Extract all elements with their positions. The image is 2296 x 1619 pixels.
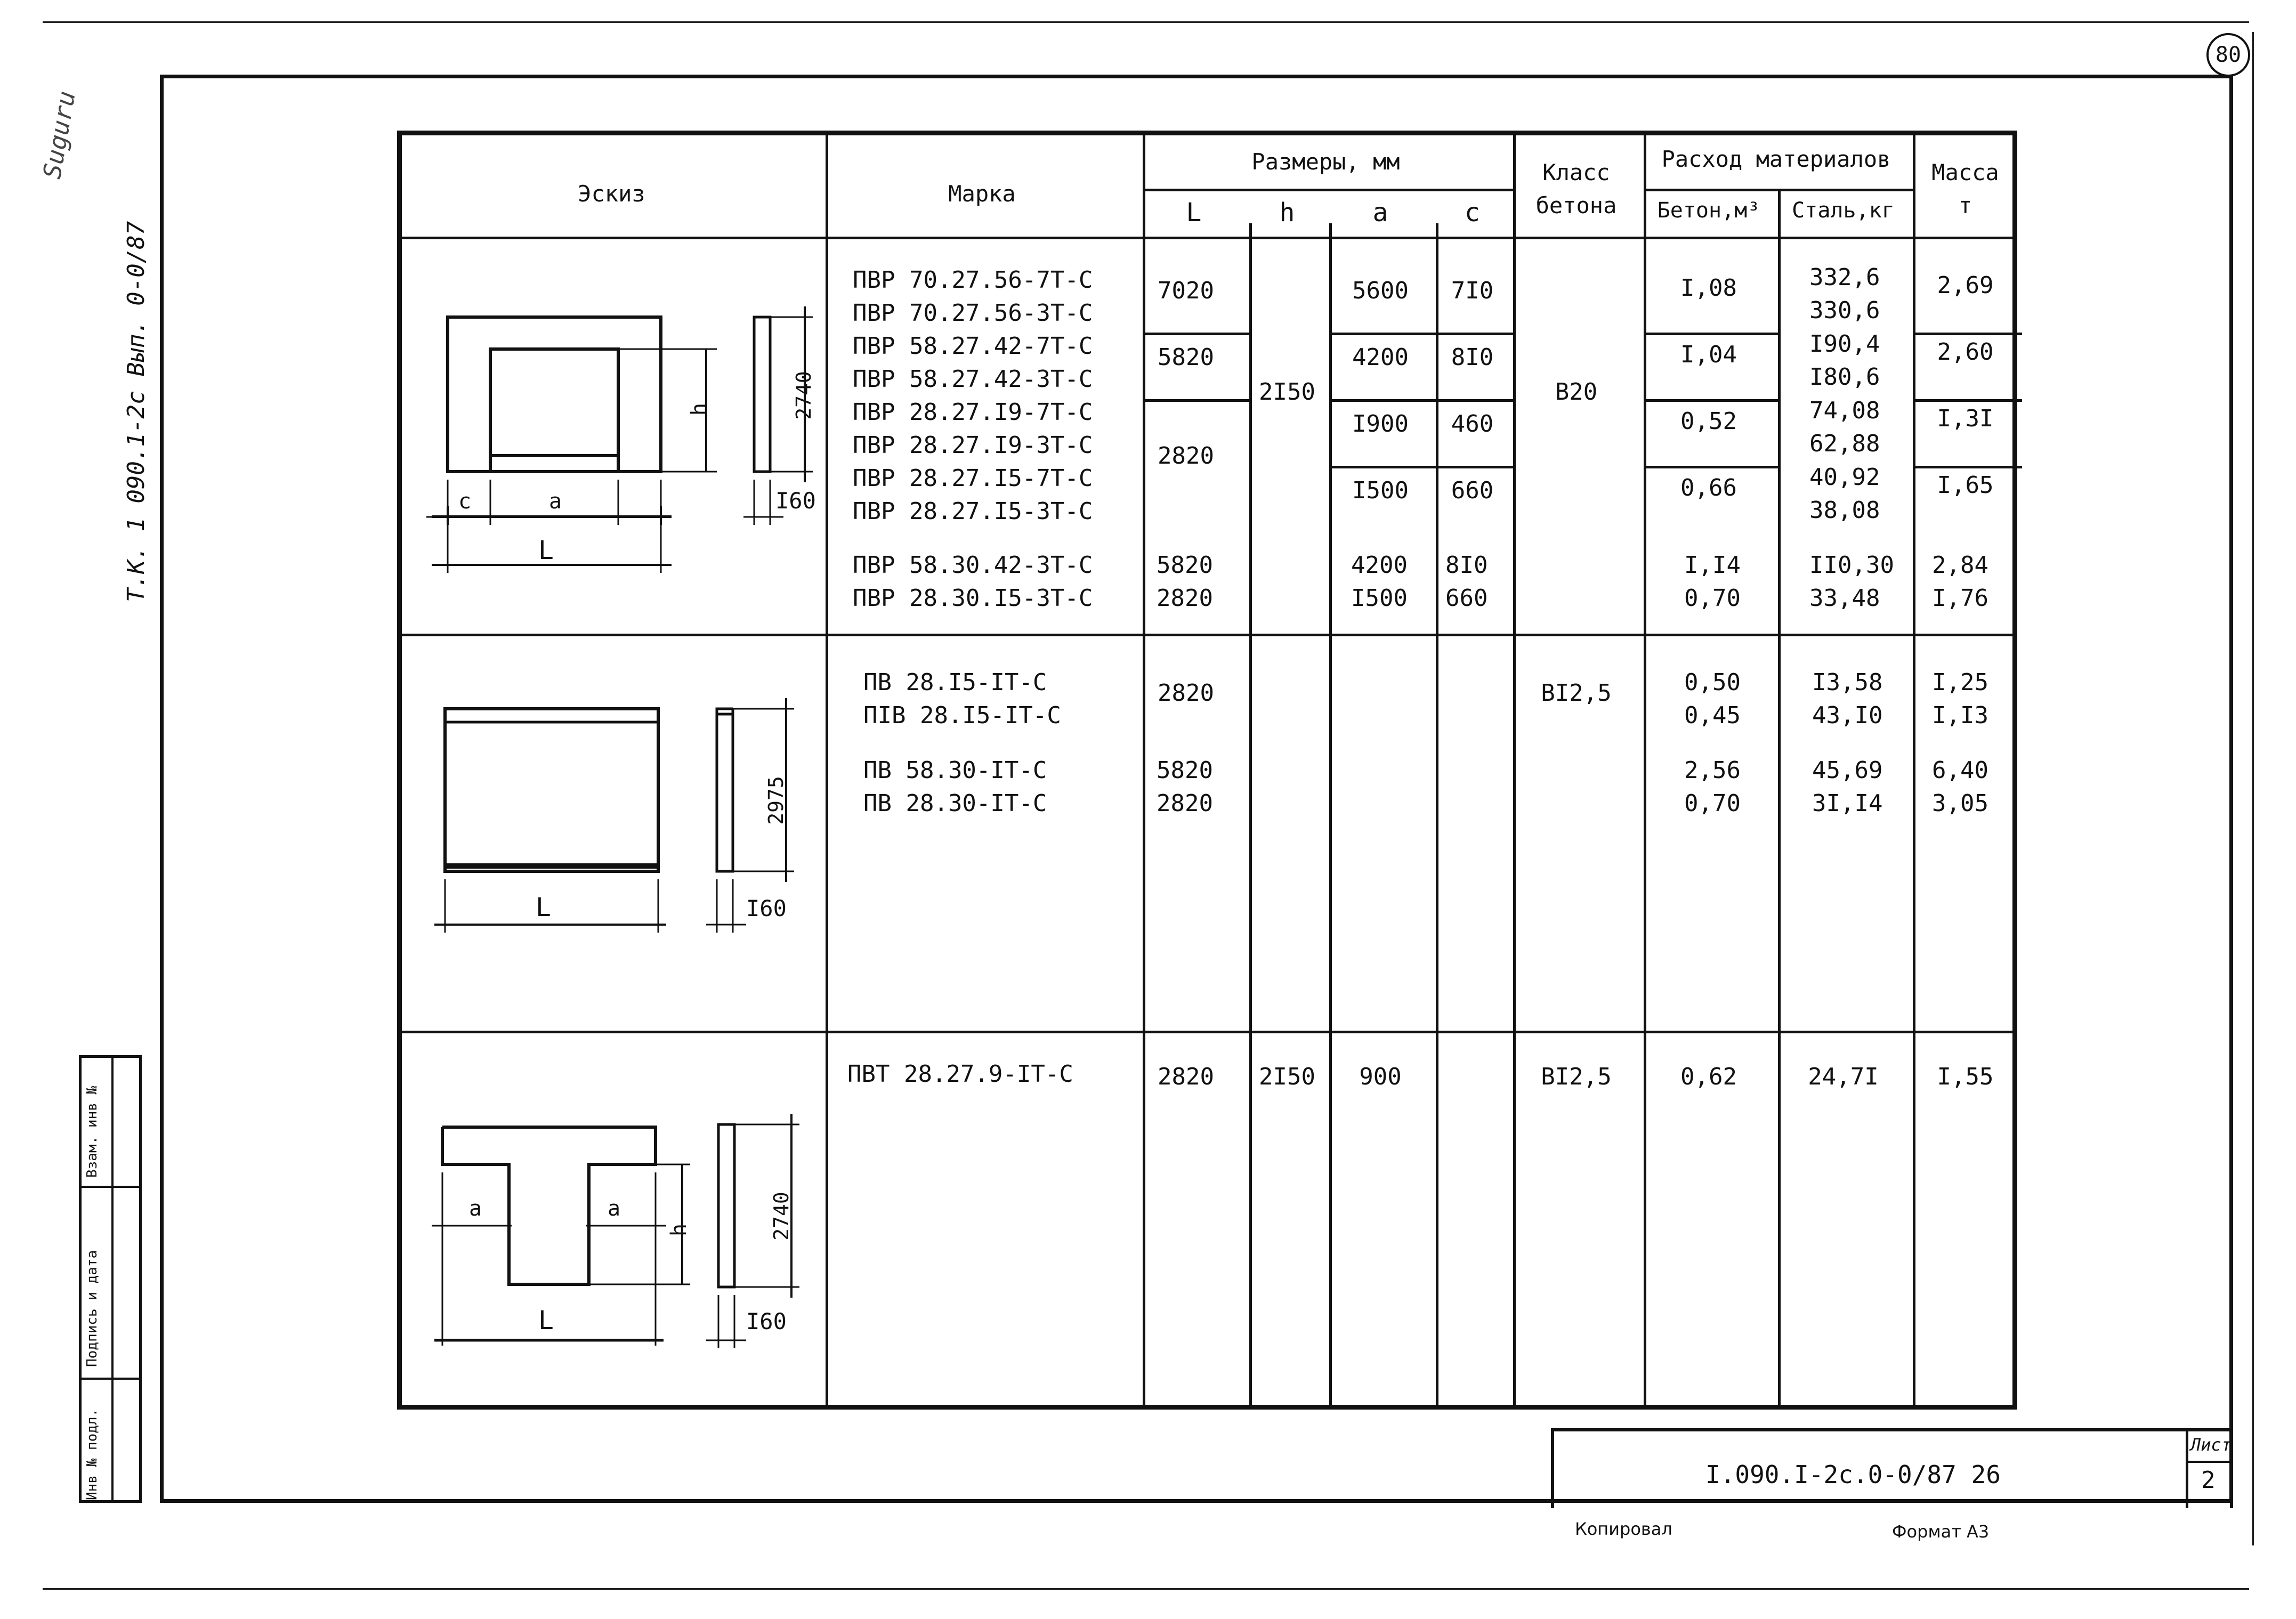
g3-m: I,55 [1937, 1063, 1994, 1090]
g1-a5: 4200 I500 [1351, 552, 1408, 612]
group1-marks-2: ПВР 58.30.42-3Т-С ПВР 28.30.I5-3Т-С [853, 552, 1093, 612]
header-L: L [1186, 198, 1202, 228]
header-klass-2: бетона [1535, 192, 1617, 218]
g3-a: 900 [1359, 1063, 1402, 1090]
header-stal: Сталь,кг [1792, 198, 1895, 223]
g1-a1: 5600 [1352, 277, 1409, 304]
header-marka: Марка [948, 181, 1016, 207]
g2-m1: I,25 I,I3 [1932, 669, 1988, 729]
g2-s2: 45,69 3I,I4 [1812, 757, 1883, 817]
header-massa-1: Масса [1931, 159, 1999, 185]
stamp-podpis-data: Подпись и дата [84, 1250, 100, 1367]
format-label: Формат А3 [1892, 1521, 1990, 1542]
g1-L2: 5820 [1158, 344, 1214, 371]
title-designation: I.090.I-2с.0-0/87 26 [1705, 1460, 2001, 1489]
group3-mark: ПВТ 28.27.9-IТ-С [847, 1061, 1073, 1088]
sk3-a1: a [469, 1196, 482, 1221]
g2-L2: 5820 2820 [1157, 757, 1213, 817]
header-c: c [1465, 198, 1480, 228]
g2-b1: 0,50 0,45 [1684, 669, 1741, 729]
g1-a3: I900 [1352, 410, 1409, 438]
g3-s: 24,7I [1808, 1063, 1879, 1090]
g1-m3: I,3I [1937, 405, 1994, 432]
g2-L1: 2820 [1158, 679, 1214, 707]
sk3-I60: I60 [746, 1308, 787, 1334]
side-label: Т.К. 1 090.1-2с Вып. 0-0/87 [123, 221, 150, 602]
group1-marks: ПВР 70.27.56-7Т-С ПВР 70.27.56-3Т-С ПВР 58.27.42-7Т-С ПВР 58.27.42-3Т-С ПВР 28.27.I9-7Т-С ПВР 28.27.I9-3Т-С ПВР 28.27.I5-7Т-С ПВР 28.27.I5-3Т-С [853, 266, 1093, 525]
g3-b: 0,62 [1680, 1063, 1737, 1090]
g3-h: 2I50 [1259, 1063, 1315, 1090]
g1-m1: 2,69 [1937, 272, 1994, 299]
kopiroval: Копировал [1575, 1519, 1672, 1539]
g1-s2: I90,4 I80,6 [1809, 330, 1880, 391]
g1-c3: 460 [1451, 410, 1494, 438]
sk1-L: L [538, 536, 554, 565]
sk1-c: c [458, 489, 472, 514]
g1-b4: 0,66 [1680, 474, 1737, 501]
g1-b5: I,I4 0,70 [1684, 552, 1741, 612]
group2-marks-2: ПВ 58.30-IТ-С ПВ 28.30-IТ-С [863, 757, 1047, 817]
g1-s1: 332,6 330,6 [1809, 264, 1880, 324]
header-h: h [1279, 198, 1295, 228]
header-beton: Бетон,м³ [1657, 198, 1760, 223]
g1-c5: 8I0 660 [1445, 552, 1488, 612]
g1-c2: 8I0 [1451, 344, 1494, 371]
g1-s4: 40,92 38,08 [1809, 464, 1880, 524]
group2-marks: ПВ 28.I5-IТ-С ПIВ 28.I5-IТ-С [863, 669, 1061, 729]
g1-L4: 5820 2820 [1157, 552, 1213, 612]
header-klass-1: Класс [1542, 159, 1610, 185]
g1-b1: I,08 [1680, 274, 1737, 302]
g1-s5: II0,30 33,48 [1809, 552, 1894, 612]
g1-b3: 0,52 [1680, 408, 1737, 435]
header-raskhod: Расход материалов [1661, 146, 1891, 172]
g2-s1: I3,58 43,I0 [1812, 669, 1883, 729]
header-massa-2: т [1958, 192, 1972, 218]
page-bottom-edge [43, 1588, 2249, 1590]
signature-mark: Suguru [37, 88, 82, 181]
g1-s3: 74,08 62,88 [1809, 397, 1880, 457]
g2-b2: 2,56 0,70 [1684, 757, 1741, 817]
g1-b2: I,04 [1680, 341, 1737, 368]
stamp-vzam-inv: Взам. инв № [84, 1086, 100, 1178]
sk1-a: a [549, 489, 562, 514]
g1-klass: В20 [1555, 378, 1598, 406]
title-list-number: 2 [2201, 1467, 2216, 1494]
header-razmery: Размеры, мм [1251, 149, 1400, 175]
title-list-label: Лист [2190, 1435, 2232, 1455]
g2-m2: 6,40 3,05 [1932, 757, 1988, 817]
g1-a4: I500 [1352, 477, 1409, 504]
g1-c4: 660 [1451, 477, 1494, 504]
page-right-edge [2252, 32, 2254, 1545]
stamp-inv-podl: Инв № подл. [84, 1408, 100, 1500]
g1-m5: 2,84 I,76 [1932, 552, 1988, 612]
g1-L1: 7020 [1158, 277, 1214, 304]
sk2-2975: 2975 [764, 776, 788, 825]
sk1-h: h [687, 402, 712, 416]
g1-m4: I,65 [1937, 472, 1994, 499]
sheet-number-circle: 80 [2206, 33, 2250, 77]
g1-a2: 4200 [1352, 344, 1409, 371]
sk2-L: L [536, 893, 551, 922]
sk3-L: L [538, 1306, 554, 1335]
sk1-I60: I60 [775, 488, 816, 514]
header-eskiz: Эскиз [578, 181, 645, 207]
sk3-2740: 2740 [769, 1192, 793, 1241]
header-a: a [1372, 198, 1388, 228]
g1-m2: 2,60 [1937, 338, 1994, 366]
g1-c1: 7I0 [1451, 277, 1494, 304]
sk2-I60: I60 [746, 895, 787, 921]
g3-klass: ВI2,5 [1541, 1063, 1612, 1090]
sk1-2740: 2740 [791, 371, 815, 420]
g3-L: 2820 [1158, 1063, 1214, 1090]
sk3-a2: a [608, 1196, 621, 1221]
g1-h: 2I50 [1259, 378, 1315, 406]
sk3-h: h [667, 1223, 692, 1237]
g2-klass: ВI2,5 [1541, 679, 1612, 707]
g1-L3: 2820 [1158, 442, 1214, 469]
page-top-edge [43, 21, 2249, 23]
